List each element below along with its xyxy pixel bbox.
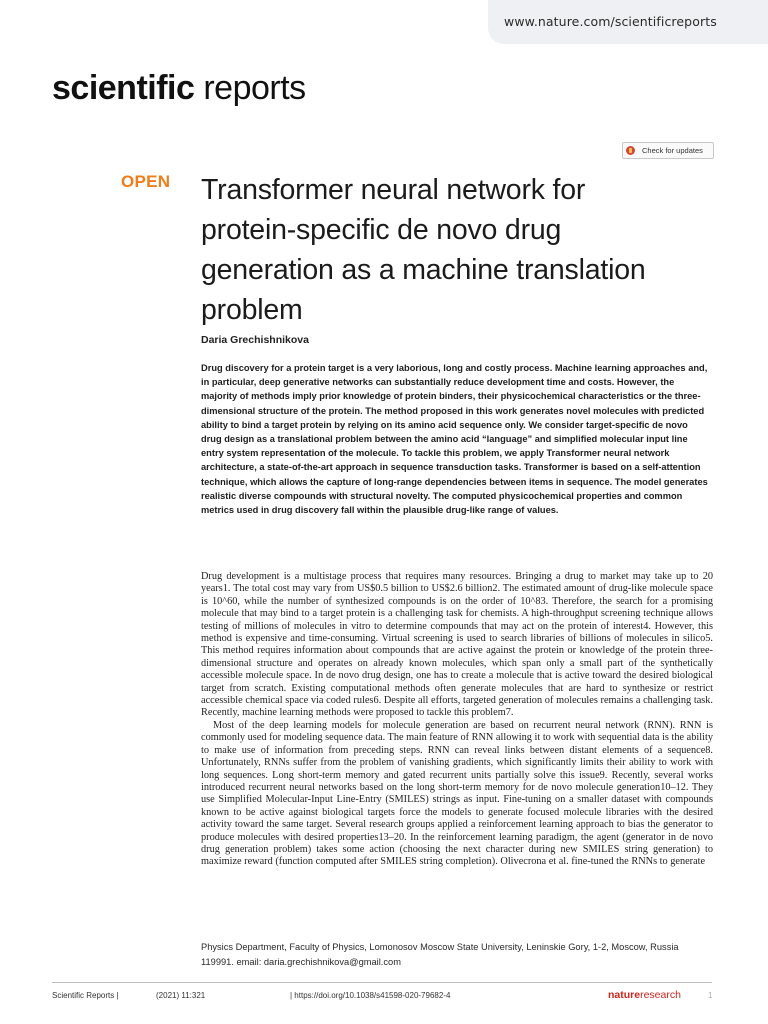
paragraph-1: Drug development is a multistage process that requires many resources. Bringing a drug to market may take up to 20 years1. The total cost may vary from US$0.5 billion to US$2.6 billion2. The estimated amount of drug-like molecule space is 10^60, while the number of synthesized compounds is on the order of 10^83. Therefore, the search for a promising molecule that may bind to a target protein is a challenging task for chemists. A high-throughput screening technique allows testing of millions of molecules in vitro to determine compounds that may act on the protein of interest4. However, this method is expensive and time-consuming. Virtual screening is used to search libraries of billions of molecules in silico5. This method requires information about compounds that are active against the protein or knowledge of the protein three-dimensional structure and operates on already known molecules, which span only a small part of the synthetically accessible molecule space. In de novo drug design, one has to create a molecule that is active toward the desired biological target from scratch. Existing computational methods often generate molecules that are hard to synthesize or restrict accessible chemical space via coded rules6. Despite all efforts, targeted generation of molecules remains a challenging task. Recently, machine learning methods were proposed to tackle this problem7.	[201, 571, 713, 719]
crossmark-icon	[626, 146, 635, 155]
publisher-light: research	[640, 989, 681, 1001]
logo-light-word: reports	[194, 69, 306, 107]
footer-volume: (2021) 11:321	[156, 991, 206, 1000]
footer-divider	[52, 982, 712, 983]
abstract: Drug discovery for a protein target is a very laborious, long and costly process. Machine learning approaches and, in particular, deep generative networks can substantially reduce development time and costs. However, the majority of methods imply prior knowledge of protein binders, their physicochemical characteristics or the three-dimensional structure of the protein. The method proposed in this work generates novel molecules with predicted ability to bind a target protein by relying on its amino acid sequence only. We consider target-specific de novo drug design as a translational problem between the amino acid “language” and simplified molecular input line entry system representation of the molecule. To tackle this problem, we apply Transformer neural network architecture, a state-of-the-art approach in sequence transduction tasks. Transformer is based on a self-attention technique, which allows the capture of long-range dependencies between items in sequence. The model generates realistic diverse compounds with structural novelty. The computed physicochemical properties and common metrics used in drug discovery fall within the plausible drug-like range of values.	[201, 363, 708, 516]
affiliation: Physics Department, Faculty of Physics, Lomonosov Moscow State University, Leninskie Gory, 1-2, Moscow, Russia 119991. email: daria.grechishnikova@gmail.com	[201, 942, 679, 967]
paragraph-2: Most of the deep learning models for molecule generation are based on recurrent neural network (RNN). RNN is commonly used for modeling sequence data. The main feature of RNN allowing it to work with sequential data is the ability to make use of information from preceding steps. RNN can reveal links between distant elements of a sequence8. Unfortunately, RNNs suffer from the problem of vanishing gradients, which significantly limits their ability to work with long sequences. Long short-term memory and gated recurrent units partially solve this issue9. Recently, several works introduced recurrent neural networks based on the long short-term memory for de novo molecule generation10–12. They use Simplified Molecular-Input Line-Entry (SMILES) strings as input. Fine-tuning on a smaller dataset with compounds known to be active against biological targets force the models to generate focused molecule libraries with the desired activity toward the same target. Several research groups applied a reinforcement learning approach to bias the generator to produce molecules with desired properties13–20. In the reinforcement learning paradigm, the agent (generator in de novo drug generation problem) takes some action (choosing the next character during new SMILES string generation) to maximize reward (function computed after SMILES string completion). Olivecrona et al. fine-tuned the RNNs to generate	[201, 719, 713, 868]
footer-doi-link[interactable]: | https://doi.org/10.1038/s41598-020-79682-4	[290, 991, 451, 1000]
publisher-bold: nature	[608, 989, 641, 1001]
page-footer	[52, 991, 714, 1005]
page-number: 1	[708, 991, 713, 1000]
check-for-updates-button[interactable]	[622, 142, 714, 159]
publisher-logo	[608, 989, 681, 1001]
logo-bold-word: scientific	[52, 69, 195, 107]
open-access-label: OPEN	[121, 172, 171, 191]
article-title: Transformer neural network for protein-specific de novo drug generation as a machine translation problem	[201, 174, 646, 326]
body-text	[201, 571, 713, 869]
footer-journal: Scientific Reports |	[52, 991, 119, 1000]
journal-url[interactable]: www.nature.com/scientificreports	[488, 0, 768, 44]
check-for-updates-label: Check for updates	[642, 146, 703, 155]
author-name[interactable]: Daria Grechishnikova	[201, 334, 309, 346]
journal-logo[interactable]	[52, 66, 306, 110]
